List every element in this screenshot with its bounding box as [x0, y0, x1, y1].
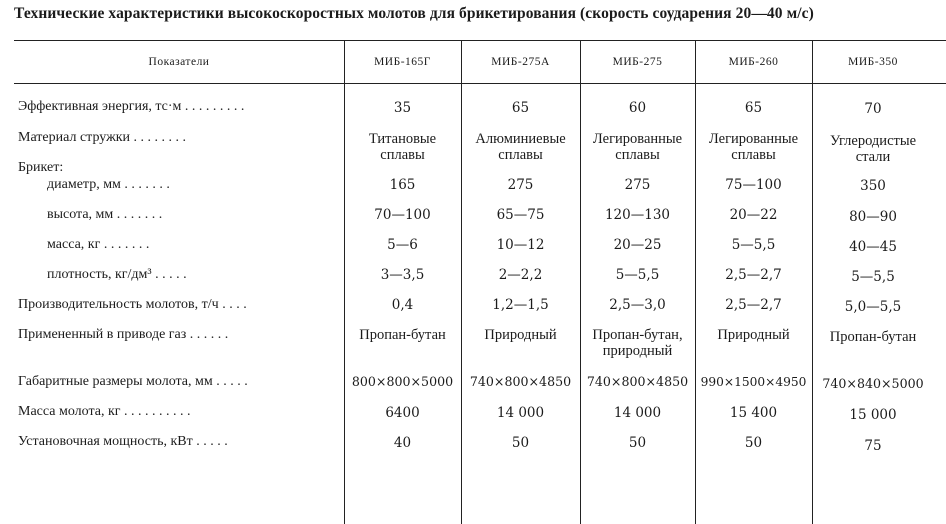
table-cell: 5—5,5 — [731, 237, 776, 253]
table-cell: 990×1500×4950 — [700, 375, 807, 389]
table-cell: 1,2—1,5 — [492, 297, 549, 313]
cell-line: Легированные — [708, 131, 799, 147]
table-cell — [695, 131, 812, 163]
table-cell: Природный — [484, 327, 557, 343]
table-cell — [580, 131, 695, 163]
table-cell: 5,0—5,5 — [844, 299, 902, 315]
table-cell: 20—25 — [613, 237, 662, 253]
table-cell: Природный — [717, 327, 790, 343]
table-cell: 800×800×5000 — [351, 374, 454, 389]
table-cell: 2—2,2 — [498, 267, 543, 283]
table-cell: 14 000 — [496, 405, 545, 421]
row-label-material: Материал стружки . . . . . . . . — [18, 130, 187, 145]
row-label-power: Установочная мощность, кВт . . . . . — [18, 434, 228, 449]
table-cell: 0,4 — [391, 297, 414, 313]
table-cell: 740×840×5000 — [822, 376, 924, 391]
table-cell: 65 — [744, 100, 763, 116]
table-cell: 5—5,5 — [851, 269, 895, 285]
table-cell: 120—130 — [604, 207, 671, 223]
top-rule — [14, 40, 946, 41]
table-cell: 275 — [507, 177, 534, 193]
table-cell: 5—6 — [387, 237, 418, 253]
table-cell: 50 — [744, 435, 763, 451]
model-header: МИБ-275 — [612, 56, 663, 68]
table-cell: 65 — [511, 100, 530, 116]
table-cell: 20—22 — [729, 207, 778, 223]
table-cell — [344, 131, 461, 163]
row-label-gas: Примененный в приводе газ . . . . . . — [18, 327, 229, 342]
row-label-height: высота, мм . . . . . . . — [47, 207, 163, 222]
table-cell: 2,5—2,7 — [725, 297, 782, 313]
table-cell: 60 — [628, 100, 647, 116]
table-cell: 3—3,5 — [380, 267, 425, 283]
table-cell: 70 — [864, 101, 882, 117]
table-cell: 2,5—2,7 — [725, 267, 782, 283]
cell-line: Углеродистые — [829, 133, 917, 149]
model-header: МИБ-165Г — [374, 56, 431, 68]
table-cell: 2,5—3,0 — [609, 297, 666, 313]
table-cell: 50 — [628, 435, 647, 451]
table-cell: 50 — [511, 435, 530, 451]
cell-line: Титановые — [368, 131, 437, 147]
table-cell: 14 000 — [613, 405, 662, 421]
cell-line: сплавы — [731, 147, 776, 163]
table-cell — [580, 327, 695, 359]
row-label-briquette: Брикет: — [18, 160, 64, 175]
table-cell: 740×800×4850 — [469, 374, 572, 389]
model-header: МИБ-260 — [728, 56, 779, 68]
header-rule — [14, 83, 946, 84]
table-cell: Пропан-бутан — [359, 327, 446, 343]
table-cell: 35 — [393, 100, 412, 116]
table-cell — [461, 131, 580, 163]
row-label-density: плотность, кг/дм³ . . . . . — [47, 267, 187, 282]
table-cell: 350 — [860, 178, 886, 194]
table-cell: 65—75 — [496, 207, 545, 223]
table-cell: 5—5,5 — [615, 267, 660, 283]
table-cell: 10—12 — [496, 237, 545, 253]
table-cell — [812, 133, 934, 165]
table-cell: 740×800×4850 — [586, 374, 689, 389]
table-cell: 40—45 — [849, 239, 897, 255]
row-label-mass: масса, кг . . . . . . . — [47, 237, 150, 252]
table-cell: 6400 — [385, 405, 420, 421]
row-label-dimensions: Габаритные размеры молота, мм . . . . . — [18, 374, 248, 389]
row-label-energy: Эффективная энергия, тс·м . . . . . . . . . — [18, 99, 245, 114]
cell-line: сплавы — [380, 147, 425, 163]
header-label: Показатели — [148, 56, 210, 68]
cell-line: Пропан-бутан, — [592, 327, 683, 343]
table-cell: Пропан-бутан — [829, 329, 917, 345]
table-cell: 70—100 — [374, 207, 431, 223]
cell-line: сплавы — [498, 147, 543, 163]
cell-line: природный — [602, 343, 673, 359]
row-label-hammer-mass: Масса молота, кг . . . . . . . . . . — [18, 404, 191, 419]
cell-line: Алюминиевые — [475, 131, 566, 147]
table-title: Технические характеристики высокоскоростных молотов для брикетирования (скорость соударения 20—40 м/с) — [14, 5, 814, 22]
model-header: МИБ-350 — [848, 56, 898, 68]
table-cell: 80—90 — [849, 209, 897, 225]
cell-line: стали — [855, 149, 891, 165]
table-cell: 15 400 — [729, 405, 778, 421]
table-cell: 75—100 — [725, 177, 782, 193]
cell-line: сплавы — [615, 147, 660, 163]
model-header: МИБ-275А — [491, 56, 550, 68]
table-cell: 275 — [624, 177, 651, 193]
row-label-productivity: Производительность молотов, т/ч . . . . — [18, 297, 247, 312]
row-label-diameter: диаметр, мм . . . . . . . — [47, 177, 170, 192]
table-cell: 40 — [393, 435, 412, 451]
table-cell: 15 000 — [849, 407, 897, 423]
cell-line: Легированные — [592, 131, 683, 147]
table-cell: 165 — [389, 177, 416, 193]
table-cell: 75 — [864, 438, 882, 454]
